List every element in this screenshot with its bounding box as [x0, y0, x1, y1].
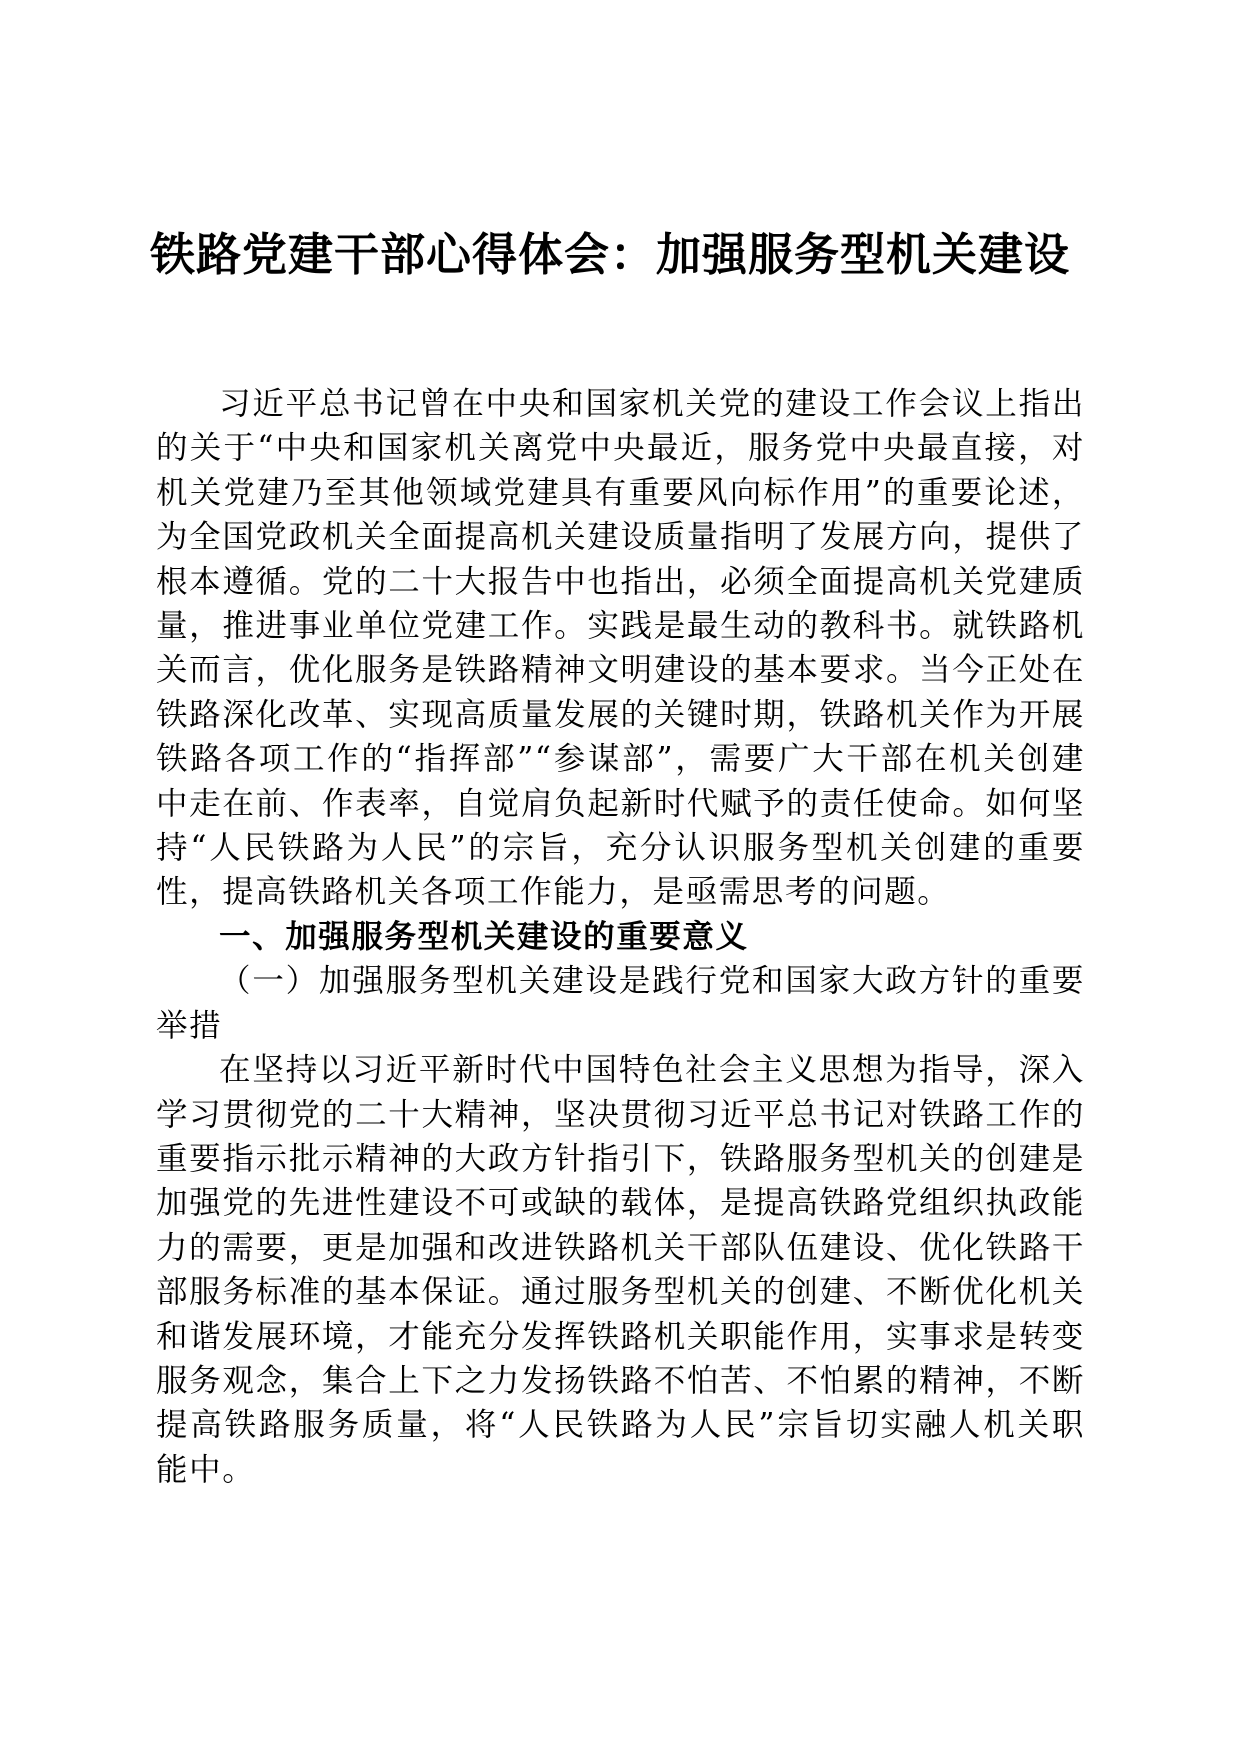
- subsection-heading-1: （一）加强服务型机关建设是践行党和国家大政方针的重要举措: [156, 963, 1085, 1044]
- document-title: 铁路党建干部心得体会：加强服务型机关建设: [150, 228, 1071, 281]
- document-body: [156, 382, 1085, 1492]
- section-heading-1: 一、加强服务型机关建设的重要意义: [219, 918, 749, 955]
- paragraph-intro: 习近平总书记曾在中央和国家机关党的建设工作会议上指出的关于“中央和国家机关离党中央最近，服务党中央最直接，对机关党建乃至其他领域党建具有重要风向标作用”的重要论述，为全国党政机关全面提高机关建设质量指明了发展方向，提供了根本遵循。党的二十大报告中也指出，必须全面提高机关党建质量，推进事业单位党建工作。实践是最生动的教科书。就铁路机关而言，优化服务是铁路精神文明建设的基本要求。当今正处在铁路深化改革、实现高质量发展的关键时期，铁路机关作为开展铁路各项工作的“指挥部”“参谋部”，需要广大干部在机关创建中走在前、作表率，自觉肩负起新时代赋予的责任使命。如何坚持“人民铁路为人民”的宗旨，充分认识服务型机关创建的重要性，提高铁路机关各项工作能力，是亟需思考的问题。: [156, 386, 1085, 911]
- paragraph-section-1: 在坚持以习近平新时代中国特色社会主义思想为指导，深入学习贯彻党的二十大精神，坚决贯彻习近平总书记对铁路工作的重要指示批示精神的大政方针指引下，铁路服务型机关的创建是加强党的先进性建设不可或缺的载体，是提高铁路党组织执政能力的需要，更是加强和改进铁路机关干部队伍建设、优化铁路干部服务标准的基本保证。通过服务型机关的创建、不断优化机关和谐发展环境，才能充分发挥铁路机关职能作用，实事求是转变服务观念，集合上下之力发扬铁路不怕苦、不怕累的精神，不断提高铁路服务质量，将“人民铁路为人民”宗旨切实融人机关职能中。: [156, 1052, 1085, 1488]
